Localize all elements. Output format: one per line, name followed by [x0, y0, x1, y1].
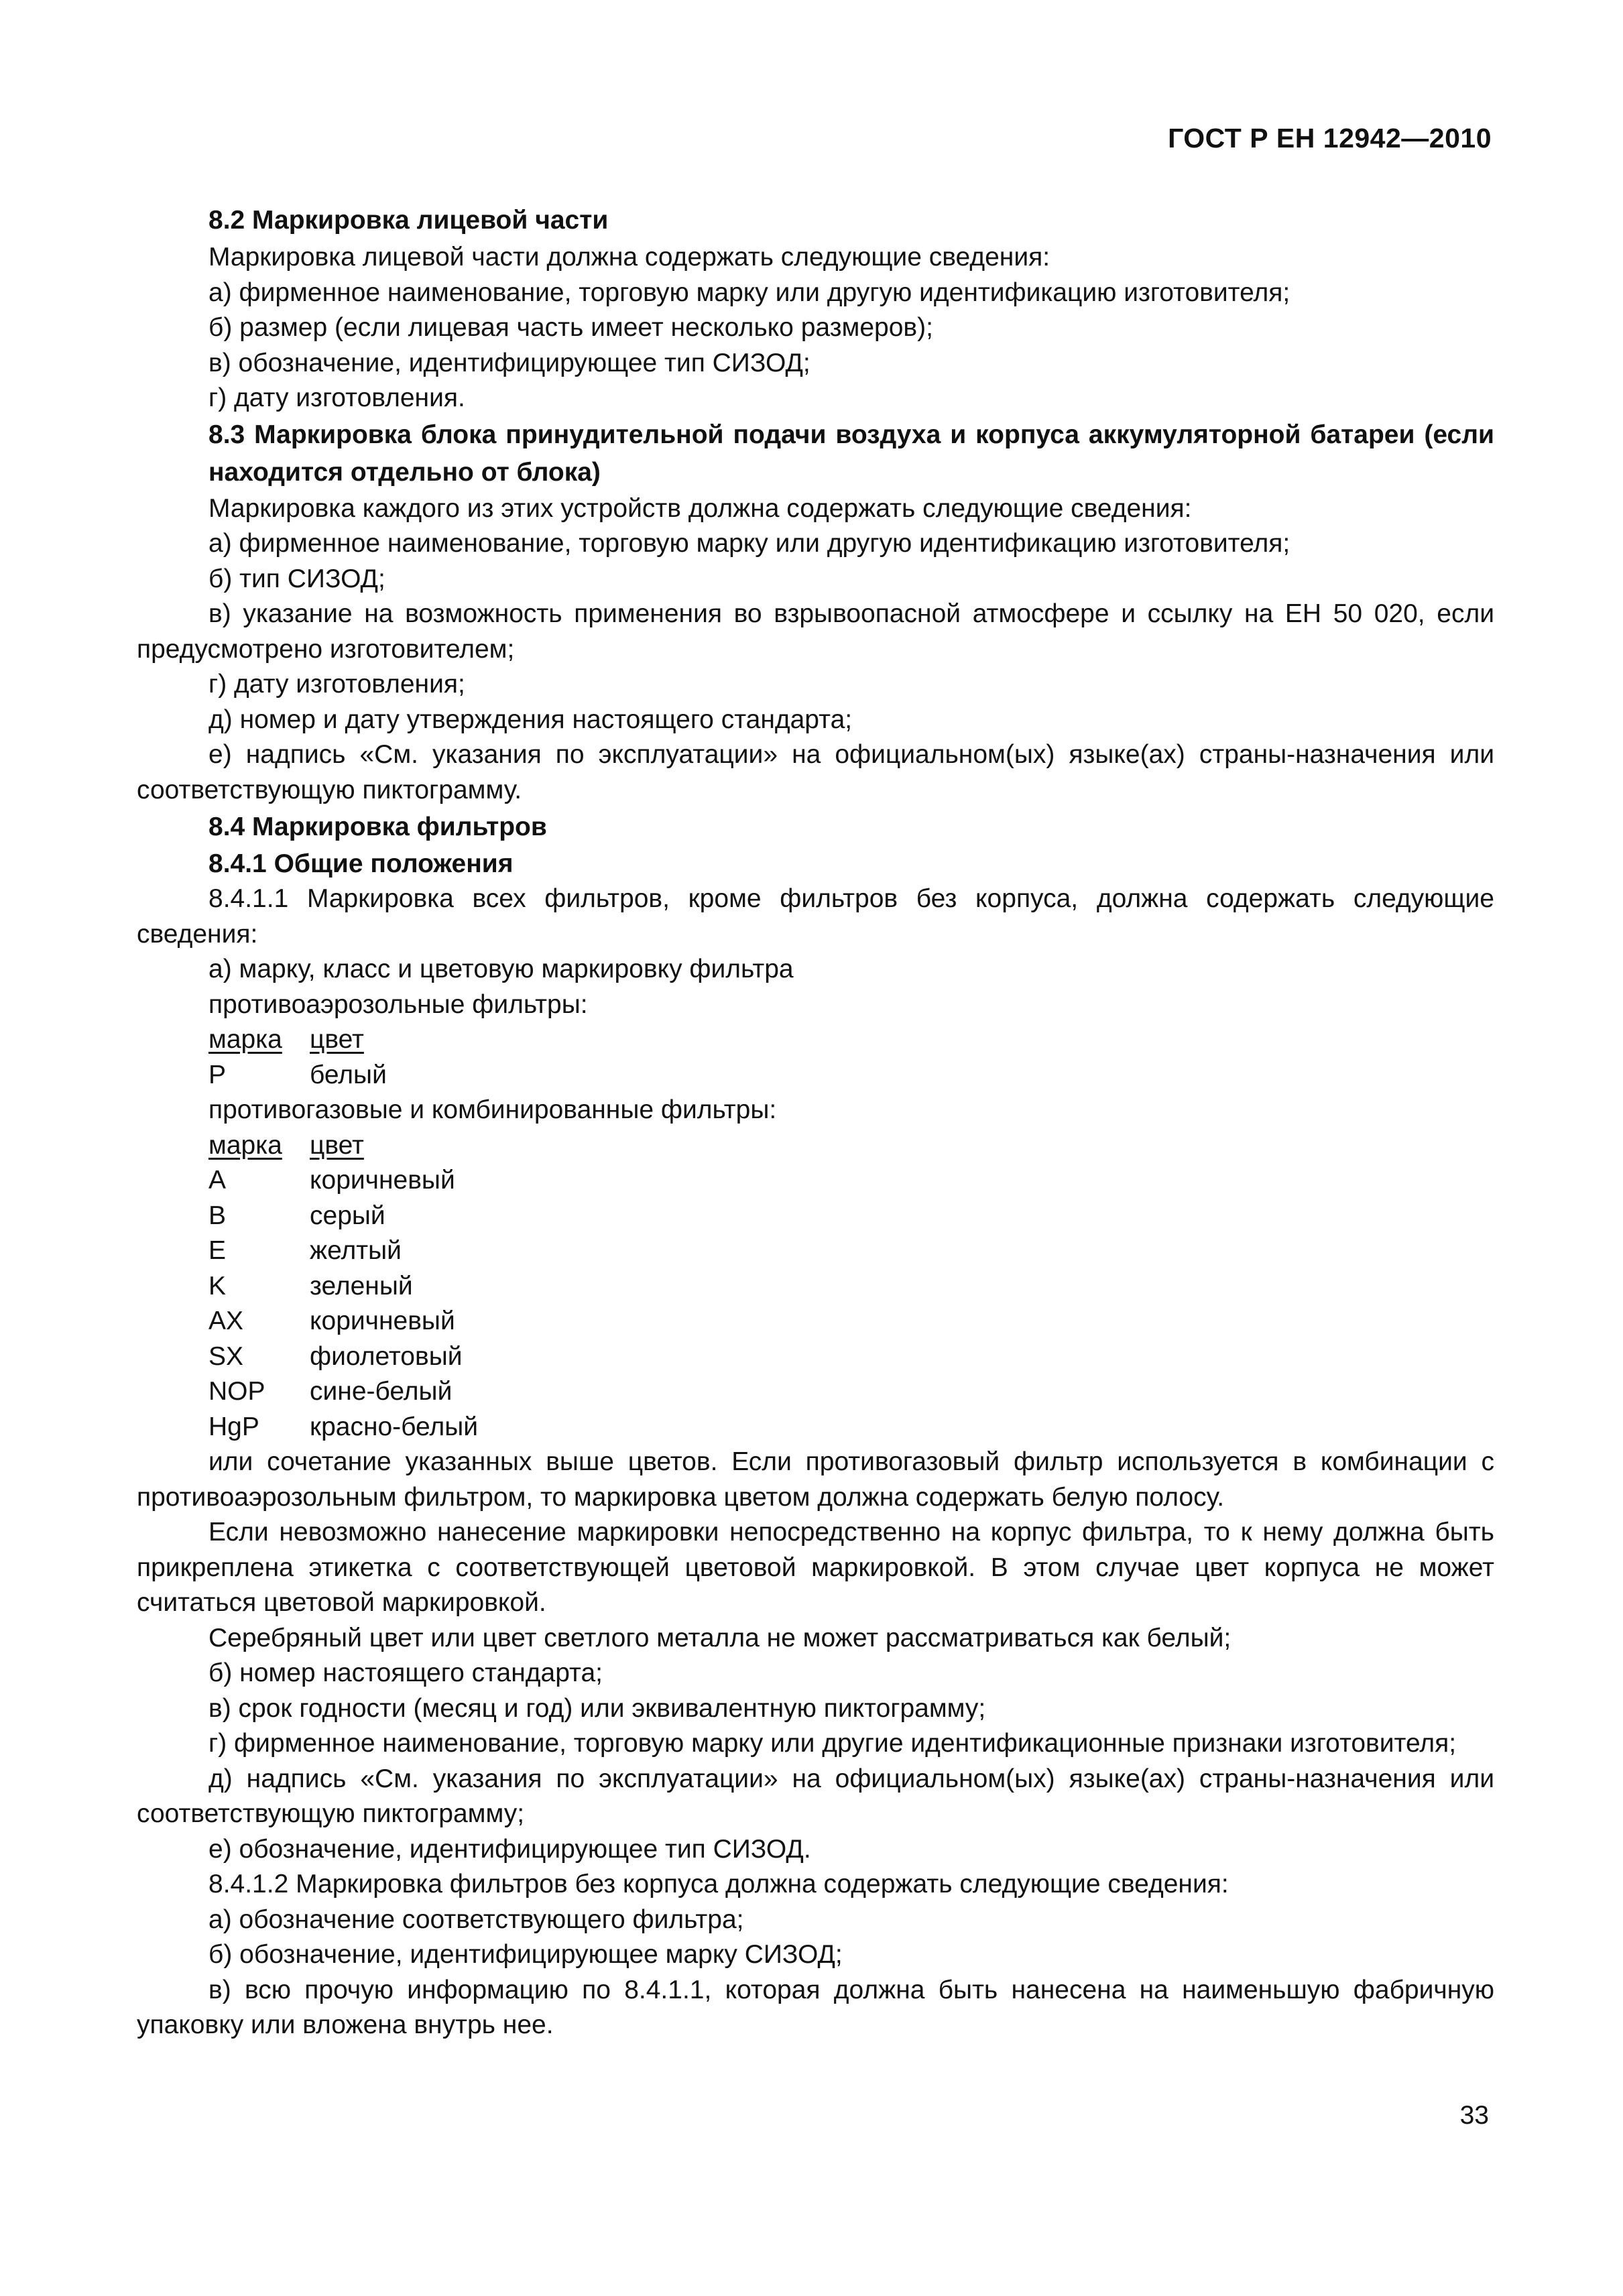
cell-mark: K [208, 1271, 227, 1301]
list-item: д) надпись «См. указания по эксплуатации» на официальном(ых) языке(ах) страны-назначения или соответствующую пиктограмму; [137, 1764, 1494, 1828]
section-heading-8-3: 8.3 Маркировка блока принудительной подачи воздуха и корпуса аккумуляторной батареи (если находится отдельно от блока) [208, 420, 1494, 487]
column-header-color: цвет [310, 1130, 364, 1160]
cell-color: коричневый [310, 1307, 455, 1335]
paragraph-8-4-1-1: 8.4.1.1 Маркировка всех фильтров, кроме фильтров без корпуса, должна содержать следующие сведения: [137, 884, 1494, 949]
table-caption: противоаэрозольные фильтры: [208, 989, 588, 1019]
subsection-heading-8-4-1: 8.4.1 Общие положения [208, 849, 514, 878]
list-item: в) обозначение, идентифицирующее тип СИЗОД; [208, 348, 810, 377]
paragraph: Если невозможно нанесение маркировки непосредственно на корпус фильтра, то к нему должна быть прикреплена этикетка с соответствующей цветовой маркировкой. В этом случае цвет корпуса не может считаться цветовой маркировкой. [137, 1518, 1494, 1617]
column-header-mark: марка [208, 1025, 282, 1054]
page-number: 33 [1459, 2101, 1489, 2130]
list-item: г) фирменное наименование, торговую марку или другие идентификационные признаки изготовителя; [208, 1729, 1457, 1758]
cell-mark: AX [208, 1307, 244, 1335]
cell-mark: B [208, 1201, 227, 1230]
cell-mark: A [208, 1166, 227, 1195]
list-item: д) номер и дату утверждения настоящего стандарта; [208, 705, 853, 734]
table-row [208, 1163, 1494, 1199]
list-item: е) обозначение, идентифицирующее тип СИЗОД. [208, 1834, 811, 1864]
list-item: а) фирменное наименование, торговую марку или другую идентификацию изготовителя; [208, 529, 1290, 558]
list-item: е) надпись «См. указания по эксплуатации» на официальном(ых) языке(ах) страны-назначения или соответствующую пиктограмму. [137, 740, 1494, 804]
section-heading-8-4: 8.4 Маркировка фильтров [208, 812, 547, 841]
table-row [208, 1339, 1494, 1375]
document-code: ГОСТ Р ЕН 12942—2010 [1168, 123, 1492, 154]
cell-color: желтый [310, 1236, 402, 1265]
gas-filter-table [137, 1128, 1494, 1445]
list-item: б) обозначение, идентифицирующее марку СИЗОД; [208, 1940, 843, 1969]
list-item: а) фирменное наименование, торговую марку или другую идентификацию изготовителя; [208, 278, 1290, 307]
list-item: б) размер (если лицевая часть имеет несколько размеров); [208, 313, 933, 342]
section-heading-8-2: 8.2 Маркировка лицевой части [208, 206, 609, 235]
paragraph-8-4-1-2: 8.4.1.2 Маркировка фильтров без корпуса должна содержать следующие сведения: [208, 1870, 1229, 1898]
cell-color: фиолетовый [310, 1341, 463, 1371]
paragraph: Маркировка каждого из этих устройств должна содержать следующие сведения: [208, 493, 1192, 523]
table-row [208, 1410, 1494, 1445]
list-item: в) указание на возможность применения во взрывоопасной атмосфере и ссылку на ЕН 50 020, если предусмотрено изготовителем; [137, 599, 1494, 664]
paragraph: Маркировка лицевой части должна содержать следующие сведения: [208, 243, 1050, 271]
list-item: в) срок годности (месяц и год) или эквивалентную пиктограмму; [208, 1693, 986, 1723]
paragraph: или сочетание указанных выше цветов. Если противогазовый фильтр используется в комбинации с противоаэрозольным фильтром, то маркировка цветом должна содержать белую полосу. [137, 1447, 1494, 1512]
column-header-mark: марка [208, 1130, 282, 1160]
list-item: б) тип СИЗОД; [208, 564, 385, 593]
cell-mark: NOP [208, 1377, 265, 1406]
list-item: б) номер настоящего стандарта; [208, 1658, 603, 1687]
list-item: г) дату изготовления; [208, 670, 465, 699]
document-body [137, 201, 1494, 2043]
table-row [208, 1233, 1494, 1269]
cell-color: красно-белый [310, 1412, 479, 1441]
table-row [208, 1269, 1494, 1305]
cell-mark: HgP [208, 1412, 259, 1441]
table-row [208, 1058, 1494, 1093]
list-item: г) дату изготовления. [208, 383, 465, 412]
cell-mark: E [208, 1236, 227, 1265]
aerosol-filter-table [137, 1022, 1494, 1093]
table-caption: противогазовые и комбинированные фильтры: [208, 1095, 777, 1124]
cell-color: белый [310, 1060, 387, 1089]
cell-mark: SX [208, 1341, 244, 1371]
list-item: а) обозначение соответствующего фильтра; [208, 1905, 744, 1934]
column-header-color: цвет [310, 1025, 364, 1054]
cell-color: коричневый [310, 1166, 455, 1195]
paragraph: Серебряный цвет или цвет светлого металла не может рассматриваться как белый; [208, 1623, 1231, 1652]
table-row [208, 1374, 1494, 1410]
table-row [208, 1304, 1494, 1339]
list-item: в) всю прочую информацию по 8.4.1.1, которая должна быть нанесена на наименьшую фабричную упаковку или вложена внутрь нее. [137, 1975, 1494, 2039]
cell-color: серый [310, 1201, 385, 1230]
table-header-row [208, 1022, 1494, 1058]
cell-mark: P [208, 1060, 227, 1089]
cell-color: зеленый [310, 1271, 413, 1301]
table-header-row [208, 1128, 1494, 1164]
cell-color: сине-белый [310, 1377, 453, 1406]
list-item: а) марку, класс и цветовую маркировку фильтра [208, 955, 794, 983]
table-row [208, 1199, 1494, 1234]
